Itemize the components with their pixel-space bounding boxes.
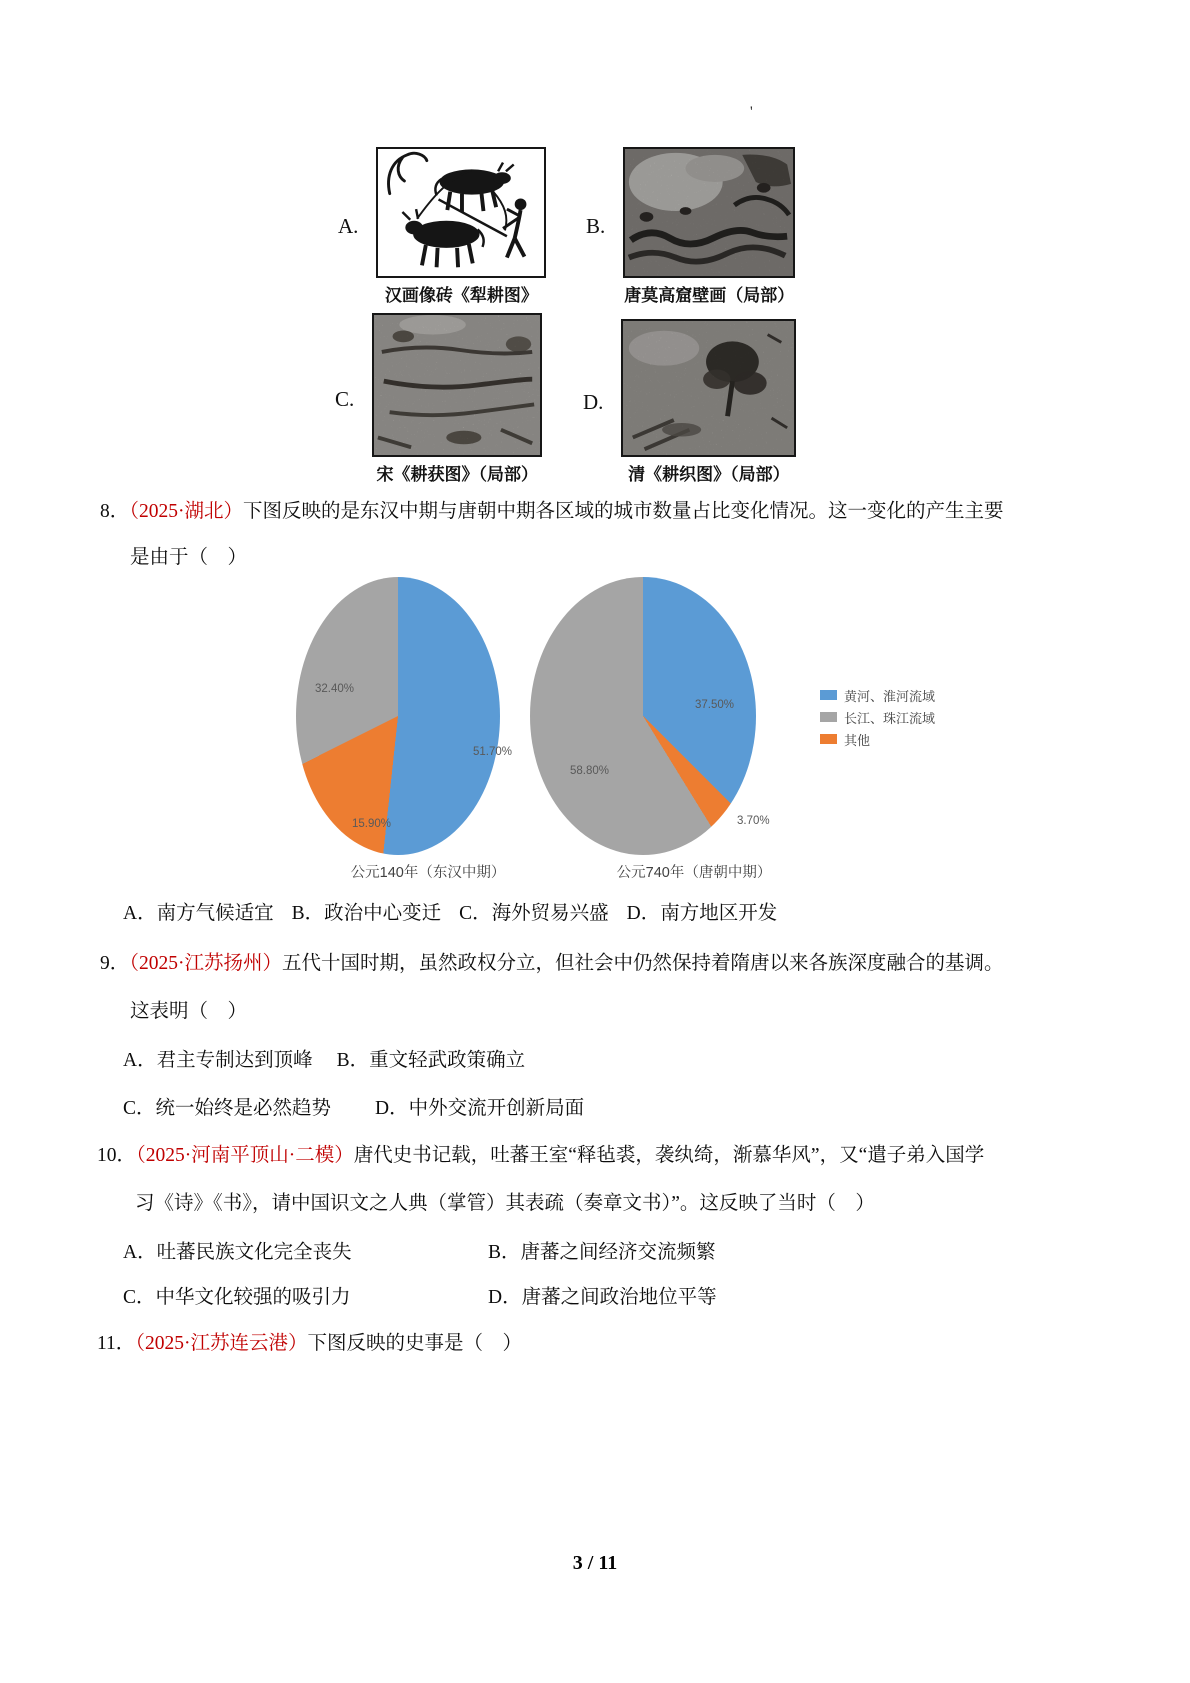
- page-number: 3 / 11: [572, 1552, 618, 1574]
- question-8-options: [123, 899, 777, 929]
- question-10-text: 唐代史书记载，吐蕃王室“释毡裘，袭纨绮，渐慕华风”，又“遣子弟入国学: [353, 1145, 985, 1166]
- figure-image-b: [623, 147, 795, 278]
- q8-option-a: A．南方气候适宜: [123, 903, 274, 924]
- pie-label-740-huanghe: 37.50%: [695, 699, 735, 711]
- question-11-source: （2025·江苏连云港）: [135, 1333, 308, 1354]
- pie-740ad: [530, 577, 756, 855]
- question-9-text: 五代十国时期，虽然政权分立，但社会中仍然保持着隋唐以来各族深度融合的基调。: [282, 953, 1004, 974]
- question-8-text: 下图反映的是东汉中期与唐朝中期各区域的城市数量占比变化情况。这一变化的产生主要: [243, 501, 1004, 522]
- question-9-options-row-2: [123, 1094, 584, 1124]
- q9-option-a: A．君主专制达到顶峰: [123, 1050, 313, 1071]
- question-8-number: 8．: [100, 501, 130, 522]
- pie-label-140-other: 15.90%: [352, 818, 392, 830]
- question-10-options-row-2: [123, 1283, 717, 1313]
- question-8-line-2: 是由于（ ）: [130, 547, 248, 568]
- pie-label-140-huanghe: 51.70%: [473, 746, 513, 758]
- q10-option-b: B．唐蕃之间经济交流频繁: [488, 1242, 716, 1263]
- legend-label-changjiang: 长江、珠江流域: [844, 710, 936, 726]
- figure-option-b: [586, 147, 795, 306]
- q9-option-d: D．中外交流开创新局面: [375, 1098, 585, 1119]
- figure-grid: [0, 147, 1190, 492]
- figure-image-a: [376, 147, 546, 278]
- q9-option-c: C．统一始终是必然趋势: [123, 1098, 332, 1119]
- legend-swatch-huanghe: [820, 690, 837, 700]
- legend-swatch-other: [820, 734, 837, 744]
- question-11-text: 下图反映的史事是（ ）: [307, 1333, 523, 1354]
- pie-label-140-changjiang: 32.40%: [315, 683, 355, 695]
- legend-item-changjiang: [820, 709, 935, 725]
- legend-swatch-changjiang: [820, 712, 837, 722]
- song-painting-fragment: [374, 315, 540, 455]
- figure-option-c: [335, 313, 542, 485]
- pie-label-740-other: 3.70%: [737, 815, 770, 827]
- question-10-source: （2025·河南平顶山·二模）: [136, 1145, 354, 1166]
- q8-option-b: B．政治中心变迁: [291, 903, 442, 924]
- figure-image-c: [372, 313, 542, 457]
- figure-option-d: [583, 319, 796, 485]
- figure-letter-b: B.: [586, 214, 606, 238]
- figure-letter-c: C.: [335, 386, 355, 411]
- figure-caption-a: 汉画像砖《犁耕图》: [384, 286, 538, 305]
- pie-title-140ad: 公元140年（东汉中期）: [350, 865, 506, 881]
- figure-caption-d: 清《耕织图》（局部）: [628, 465, 790, 484]
- q9-option-b: B．重文轻武政策确立: [336, 1050, 526, 1071]
- figure-caption-b: 唐莫高窟壁画（局部）: [624, 286, 795, 305]
- qing-painting-fragment: [623, 321, 794, 455]
- figure-image-d: [621, 319, 796, 457]
- pie-140ad: [296, 577, 500, 855]
- figure-b-block: [623, 147, 795, 306]
- q10-option-a: A．吐蕃民族文化完全丧失: [123, 1242, 352, 1263]
- question-10-number: 10．: [97, 1145, 137, 1166]
- question-9-options-row-1: [123, 1046, 525, 1076]
- legend-item-other: [820, 731, 935, 747]
- figure-c-block: [372, 313, 542, 485]
- legend-label-huanghe: 黄河、淮河流域: [844, 688, 936, 704]
- figure-caption-c: 宋《耕获图》（局部）: [376, 465, 539, 484]
- question-8-line-1: [100, 497, 1004, 527]
- figure-letter-a: A.: [338, 214, 359, 238]
- question-9-line-2: 这表明（ ）: [130, 1001, 248, 1022]
- question-9-number: 9．: [100, 953, 130, 974]
- q10-option-c: C．中华文化较强的吸引力: [123, 1287, 351, 1308]
- question-10-options-row-1: [123, 1238, 716, 1268]
- mural-fragment: [625, 149, 793, 276]
- chart-legend: [820, 687, 935, 747]
- figure-a-block: [376, 147, 546, 306]
- question-9-line-1: [100, 949, 1004, 979]
- pie-label-740-changjiang: 58.80%: [570, 765, 610, 777]
- q8-pie-chart: [0, 575, 1190, 893]
- figure-letter-d: D.: [583, 389, 604, 414]
- question-11-number: 11．: [97, 1333, 136, 1354]
- q10-option-d: D．唐蕃之间政治地位平等: [488, 1287, 717, 1308]
- figure-d-block: [621, 319, 796, 485]
- question-8-source: （2025·湖北）: [129, 501, 244, 522]
- question-9-source: （2025·江苏扬州）: [129, 953, 283, 974]
- legend-label-other: 其他: [844, 732, 871, 748]
- figure-option-a: [338, 147, 546, 306]
- pie-title-740ad: 公元740年（唐朝中期）: [616, 865, 772, 881]
- q8-option-c: C．海外贸易兴盛: [459, 903, 609, 924]
- question-10-line-1: [97, 1141, 984, 1171]
- question-10-line-2: 习《诗》《书》，请中国识文之人典（掌管）其表疏（奏章文书）”。这反映了当时（ ）: [135, 1193, 875, 1214]
- q8-option-d: D．南方地区开发: [626, 903, 778, 924]
- ox-plowing-drawing: [378, 149, 544, 276]
- stray-mark: ': [750, 104, 753, 120]
- question-11-line-1: [97, 1329, 522, 1359]
- legend-item-huanghe: [820, 687, 935, 703]
